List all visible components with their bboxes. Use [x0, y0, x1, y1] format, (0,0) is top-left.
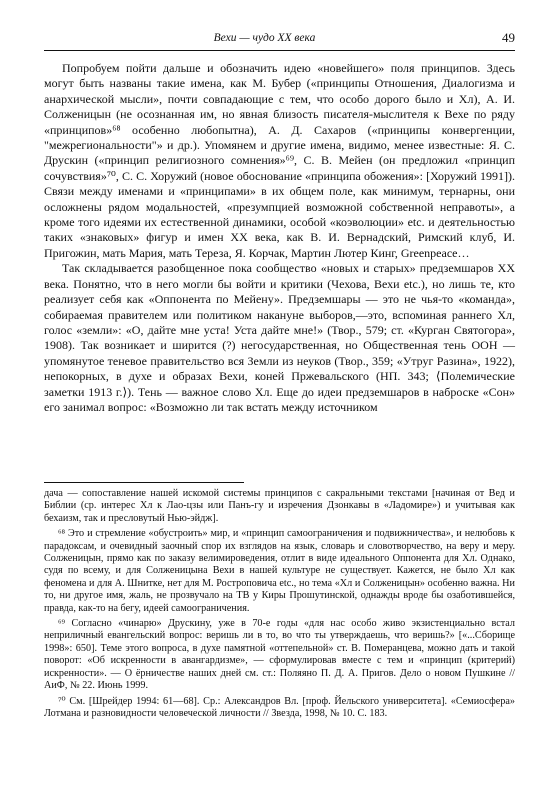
footnote-69: ⁶⁹ Согласно «чинарю» Друскину, уже в 70-е годы «для нас особо живо экзистенциально встал неприличный евангельский вопрос: веришь ли в то, во что ты утверждаешь, что веришь?» [«...Сборище 1998»: 650]. Теме этого вопроса, в духе памятной «оттепельной» ст. В. Померанцева, можно дать и такой поворот: «Об искренности в авангардизме», — сформулировав вместе с тем и «принцип (критерий) искренности». — О ёрничестве наших дней см. ст.: Поляяно П. Д. А. Пригов. Дело о новом Пушкине // АиФ, № 22. Июнь 1999. [44, 618, 515, 692]
page-number: 49 [502, 30, 515, 45]
running-title: Вехи — чудо XX века [213, 32, 316, 44]
footnote-68: ⁶⁸ Это и стремление «обустроить» мир, и «принцип самоограничения и подвижничества», и нелюбовь к парадоксам, и очевидный заочный спор их взглядов на язык, словарь и словотворчество, на веру и меру. Солженицын, прямо как по заказу велимироведения, отлит в виде идеального Оппонента для Хл. Однако, судя по всему, и для Солженицына Вехи в нашей культуре не существует. Кажется, не было Хл как феномена и для А. Шнитке, нет для М. Ростроповича etc., но тема «Хл и Солженицын» особенно важна. Ни то, ни другое имя, жаль, не прозвучало на ТВ у Киры Прошутинской, однажды вроде бы озаботившейся, правда, как-то на бегу, идеей самоограничения. [44, 528, 515, 614]
header-rule [44, 50, 515, 51]
footnote-70: ⁷⁰ См. [Шрейдер 1994: 61—68]. Ср.: Александров Вл. [проф. Йельского университета]. «Семиосфера» Лотмана и разновидности человеческой личности // Звезда, 1998, № 10. С. 183. [44, 695, 515, 719]
footnote-rule [44, 482, 244, 483]
running-header [44, 30, 515, 48]
footnote-continuation: дача — сопоставление нашей искомой системы принципов с сакральными текстами [начиная от Вед и Библии (ср. интерес Хл к Лао-цзы или Панъ-гу и изречения Дзонкавы в «Ладомире») и учитывая как бехаизм, так и пресловутый Нью-эйдж]. [44, 488, 515, 524]
paragraph: Так складывается разобщенное пока сообщество «новых и старых» предземшаров XX века. Понятно, что в него могли бы войти и критики (Чехова, Вехи etc.), но лишь те, кто реализует себя как «Оппонента по Мейену». Предземшары — это не чья-то «команда», собираемая правителем или политиком накануне выборов,—это, вспоминая раннего Хл, голос «земли»: «О, дайте мне уста! Уста дайте мне!» (Твор., 579; ст. «Курган Святогора», 1908). Так возникает и ширится (?) негосударственная, но Общественная тень ООН — упомянутое теневое правительство вся Земли из неуков (Твор., 359; «Утруг Разина», 1922), непокорных, в духе и образах Вехи, коней Пржевальского (НП. 343; ⟨Полемические заметки 1913 г.⟩). Тень — важное слово Хл. Еще до идеи предземшаров в наброске «Сон» его занимал вопрос: «Возможно ли так встать между источником [44, 261, 515, 414]
main-text [44, 61, 515, 415]
paragraph: Попробуем пойти дальше и обозначить идею «новейшего» поля принципов. Здесь могут быть названы такие имена, как М. Бубер («принципы Отношения, Диалогизма и анархической мысли», почти совпадающие с тем, что особо дорого было и Хл), А. И. Солженицын (не осознанная им, но явная близость писателя-мыслителя к Вехе по ряду «принципов»⁶⁸ особенно любопытна), А. Д. Сахаров («принципы конвергенции, "межрегиональности"» и др.). Упомянем и другие имена, видимо, менее известные: Я. С. Друскин («принцип религиозного сомнения»⁶⁹, С. В. Мейен (он предложил «принцип сочувствия»⁷⁰, С. С. Хоружий (новое обоснование «принципа обожения»: [Хоружий 1991]). Связи между именами и «принципами» в их общем поле, как минимум, тернарны, они осложнены рядом модальностей, «презумпцией возможной собственной неправоты», а кроме того идеями их естественной динамики, особой «коэволюции» etc. и деятельностью таких «знаковых» фигур и имен XX века, как В. И. Вернадский, Римский клуб, И. Пригожин, мать Мария, мать Тереза, Я. Корчак, Мартин Лютер Кинг, Greenpeace… [44, 61, 515, 260]
footnotes [44, 488, 515, 723]
